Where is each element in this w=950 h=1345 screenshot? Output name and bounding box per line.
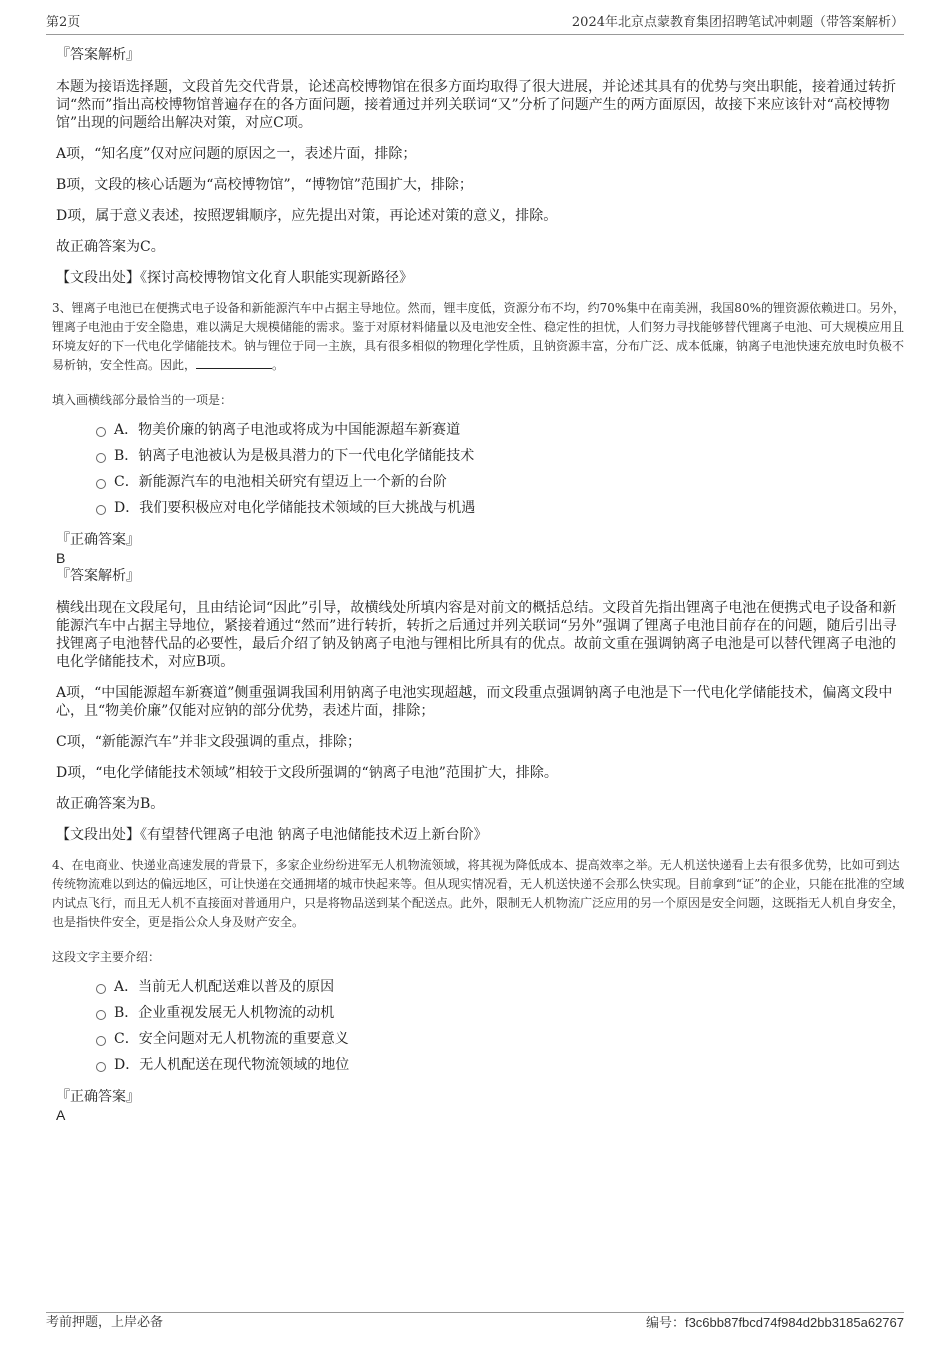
correct-answer-label: 『正确答案』 bbox=[56, 1089, 140, 1105]
page-footer bbox=[46, 1312, 904, 1333]
radio-icon[interactable] bbox=[96, 479, 106, 489]
document-code: 编号：f3c6bb87fbcd74f984d2bb3185a62767 bbox=[645, 1315, 904, 1331]
radio-icon[interactable] bbox=[96, 453, 106, 463]
footer-slogan: 考前押题，上岸必备 bbox=[46, 1315, 164, 1330]
option-list bbox=[96, 421, 906, 525]
question-text: 3、锂离子电池已在便携式电子设备和新能源汽车中占据主导地位。然而，锂丰度低，资源分布不均，约70%集中在南美洲，我国80%的锂资源依赖进口。另外，锂离子电池由于安全隐患，难以满足大规模储能的需求。鉴于对原材料储量以及电池安全性、稳定性的担忧，人们努力寻找能够替代锂离子电池、可大规模应用且环境友好的下一代电化学储能技术。钠与锂位于同一主族，具有很多相似的物理化学性质，且钠资源丰富，分布广泛、成本低廉，钠离子电池快速充放电时负极不易析钠，安全性高。因此， 。 bbox=[52, 301, 905, 372]
source-citation: 【文段出处】《探讨高校博物馆文化育人职能实现新路径》 bbox=[56, 270, 413, 286]
radio-icon[interactable] bbox=[96, 427, 106, 437]
option-a[interactable]: A．物美价廉的钠离子电池或将成为中国能源超车新赛道 bbox=[96, 421, 906, 447]
radio-icon[interactable] bbox=[96, 505, 106, 515]
analysis-label: 『答案解析』 bbox=[56, 47, 140, 63]
option-a[interactable]: A．当前无人机配送难以普及的原因 bbox=[96, 978, 906, 1004]
answer-conclusion: 故正确答案为C。 bbox=[56, 239, 165, 255]
source-citation: 【文段出处】《有望替代锂离子电池 钠离子电池储能技术迈上新台阶》 bbox=[56, 827, 488, 843]
radio-icon[interactable] bbox=[96, 1036, 106, 1046]
question-4 bbox=[52, 856, 906, 1124]
analysis-item: A项，“中国能源超车新赛道”侧重强调我国利用钠离子电池实现超越，而文段重点强调钠离子电池是下一代电化学储能技术，偏离文段中心，且“物美价廉”仅能对应钠的部分优势，表述片面，排除； bbox=[56, 685, 893, 719]
question-prompt: 填入画横线部分最恰当的一项是： bbox=[52, 393, 233, 407]
option-d[interactable]: D．无人机配送在现代物流领域的地位 bbox=[96, 1056, 906, 1082]
radio-icon[interactable] bbox=[96, 1062, 106, 1072]
question-3 bbox=[52, 299, 906, 844]
correct-answer: B bbox=[56, 550, 66, 566]
page-number: 第2页 bbox=[46, 15, 81, 30]
q2-analysis-section bbox=[56, 46, 906, 287]
analysis-item: D项，属于意义表述，按照逻辑顺序，应先提出对策，再论述对策的意义，排除。 bbox=[56, 208, 558, 224]
analysis-item: C项，“新能源汽车”并非文段强调的重点，排除； bbox=[56, 734, 362, 750]
analysis-item: D项，“电化学储能技术领域”相较于文段所强调的“钠离子电池”范围扩大，排除。 bbox=[56, 765, 558, 781]
answer-conclusion: 故正确答案为B。 bbox=[56, 796, 165, 812]
option-b[interactable]: B．企业重视发展无人机物流的动机 bbox=[96, 1004, 906, 1030]
correct-answer-label: 『正确答案』 bbox=[56, 532, 140, 548]
option-d[interactable]: D．我们要积极应对电化学储能技术领域的巨大挑战与机遇 bbox=[96, 499, 906, 525]
question-text: 4、在电商业、快递业高速发展的背景下，多家企业纷纷进军无人机物流领域，将其视为降低成本、提高效率之举。无人机送快递看上去有很多优势，比如可到达传统物流难以到达的偏远地区，可让快递在交通拥堵的城市快起来等。但从现实情况看，无人机送快递不会那么快实现。目前拿到“证”的企业，只能在批准的空域内试点飞行，而且无人机不直接面对普通用户，只是将物品送到某个配送点。此外，限制无人机物流广泛应用的另一个原因是安全问题，这既指无人机自身安全，也是指快件安全，更是指公众人身及财产安全。 bbox=[52, 858, 905, 929]
option-c[interactable]: C．安全问题对无人机物流的重要意义 bbox=[96, 1030, 906, 1056]
analysis-paragraph: 横线出现在文段尾句，且由结论词“因此”引导，故横线处所填内容是对前文的概括总结。文段首先指出锂离子电池在便携式电子设备和新能源汽车中占据主导地位，紧接着通过“然而”进行转折，转折之后通过并列关联词“另外”强调了锂离子电池目前存在的问题，随后引出寻找锂离子电池替代品的必要性，最后介绍了钠及钠离子电池与锂相比所具有的优点。故前文重在强调钠离子电池是可以替代锂离子电池的电化学储能技术，对应B项。 bbox=[56, 600, 897, 670]
fill-blank bbox=[196, 356, 272, 369]
page-header bbox=[46, 14, 904, 35]
option-list bbox=[96, 978, 906, 1082]
correct-answer: A bbox=[56, 1107, 66, 1123]
analysis-label: 『答案解析』 bbox=[56, 568, 140, 584]
analysis-item: A项，“知名度”仅对应问题的原因之一，表述片面，排除； bbox=[56, 146, 417, 162]
document-title: 2024年北京点蒙教育集团招聘笔试冲刺题（带答案解析） bbox=[571, 15, 904, 30]
option-c[interactable]: C．新能源汽车的电池相关研究有望迈上一个新的台阶 bbox=[96, 473, 906, 499]
option-b[interactable]: B．钠离子电池被认为是极具潜力的下一代电化学储能技术 bbox=[96, 447, 906, 473]
radio-icon[interactable] bbox=[96, 1010, 106, 1020]
analysis-item: B项，文段的核心话题为“高校博物馆”，“博物馆”范围扩大，排除； bbox=[56, 177, 473, 193]
question-prompt: 这段文字主要介绍： bbox=[52, 950, 161, 964]
radio-icon[interactable] bbox=[96, 984, 106, 994]
document-body bbox=[52, 46, 906, 1124]
analysis-paragraph: 本题为接语选择题，文段首先交代背景，论述高校博物馆在很多方面均取得了很大进展，并论述其具有的优势与突出职能，接着通过转折词“然而”指出高校博物馆普遍存在的各方面问题，接着通过并列关联词“又”分析了问题产生的两方面原因，故接下来应该针对“高校博物馆”出现的问题给出解决对策，对应C项。 bbox=[56, 79, 896, 131]
